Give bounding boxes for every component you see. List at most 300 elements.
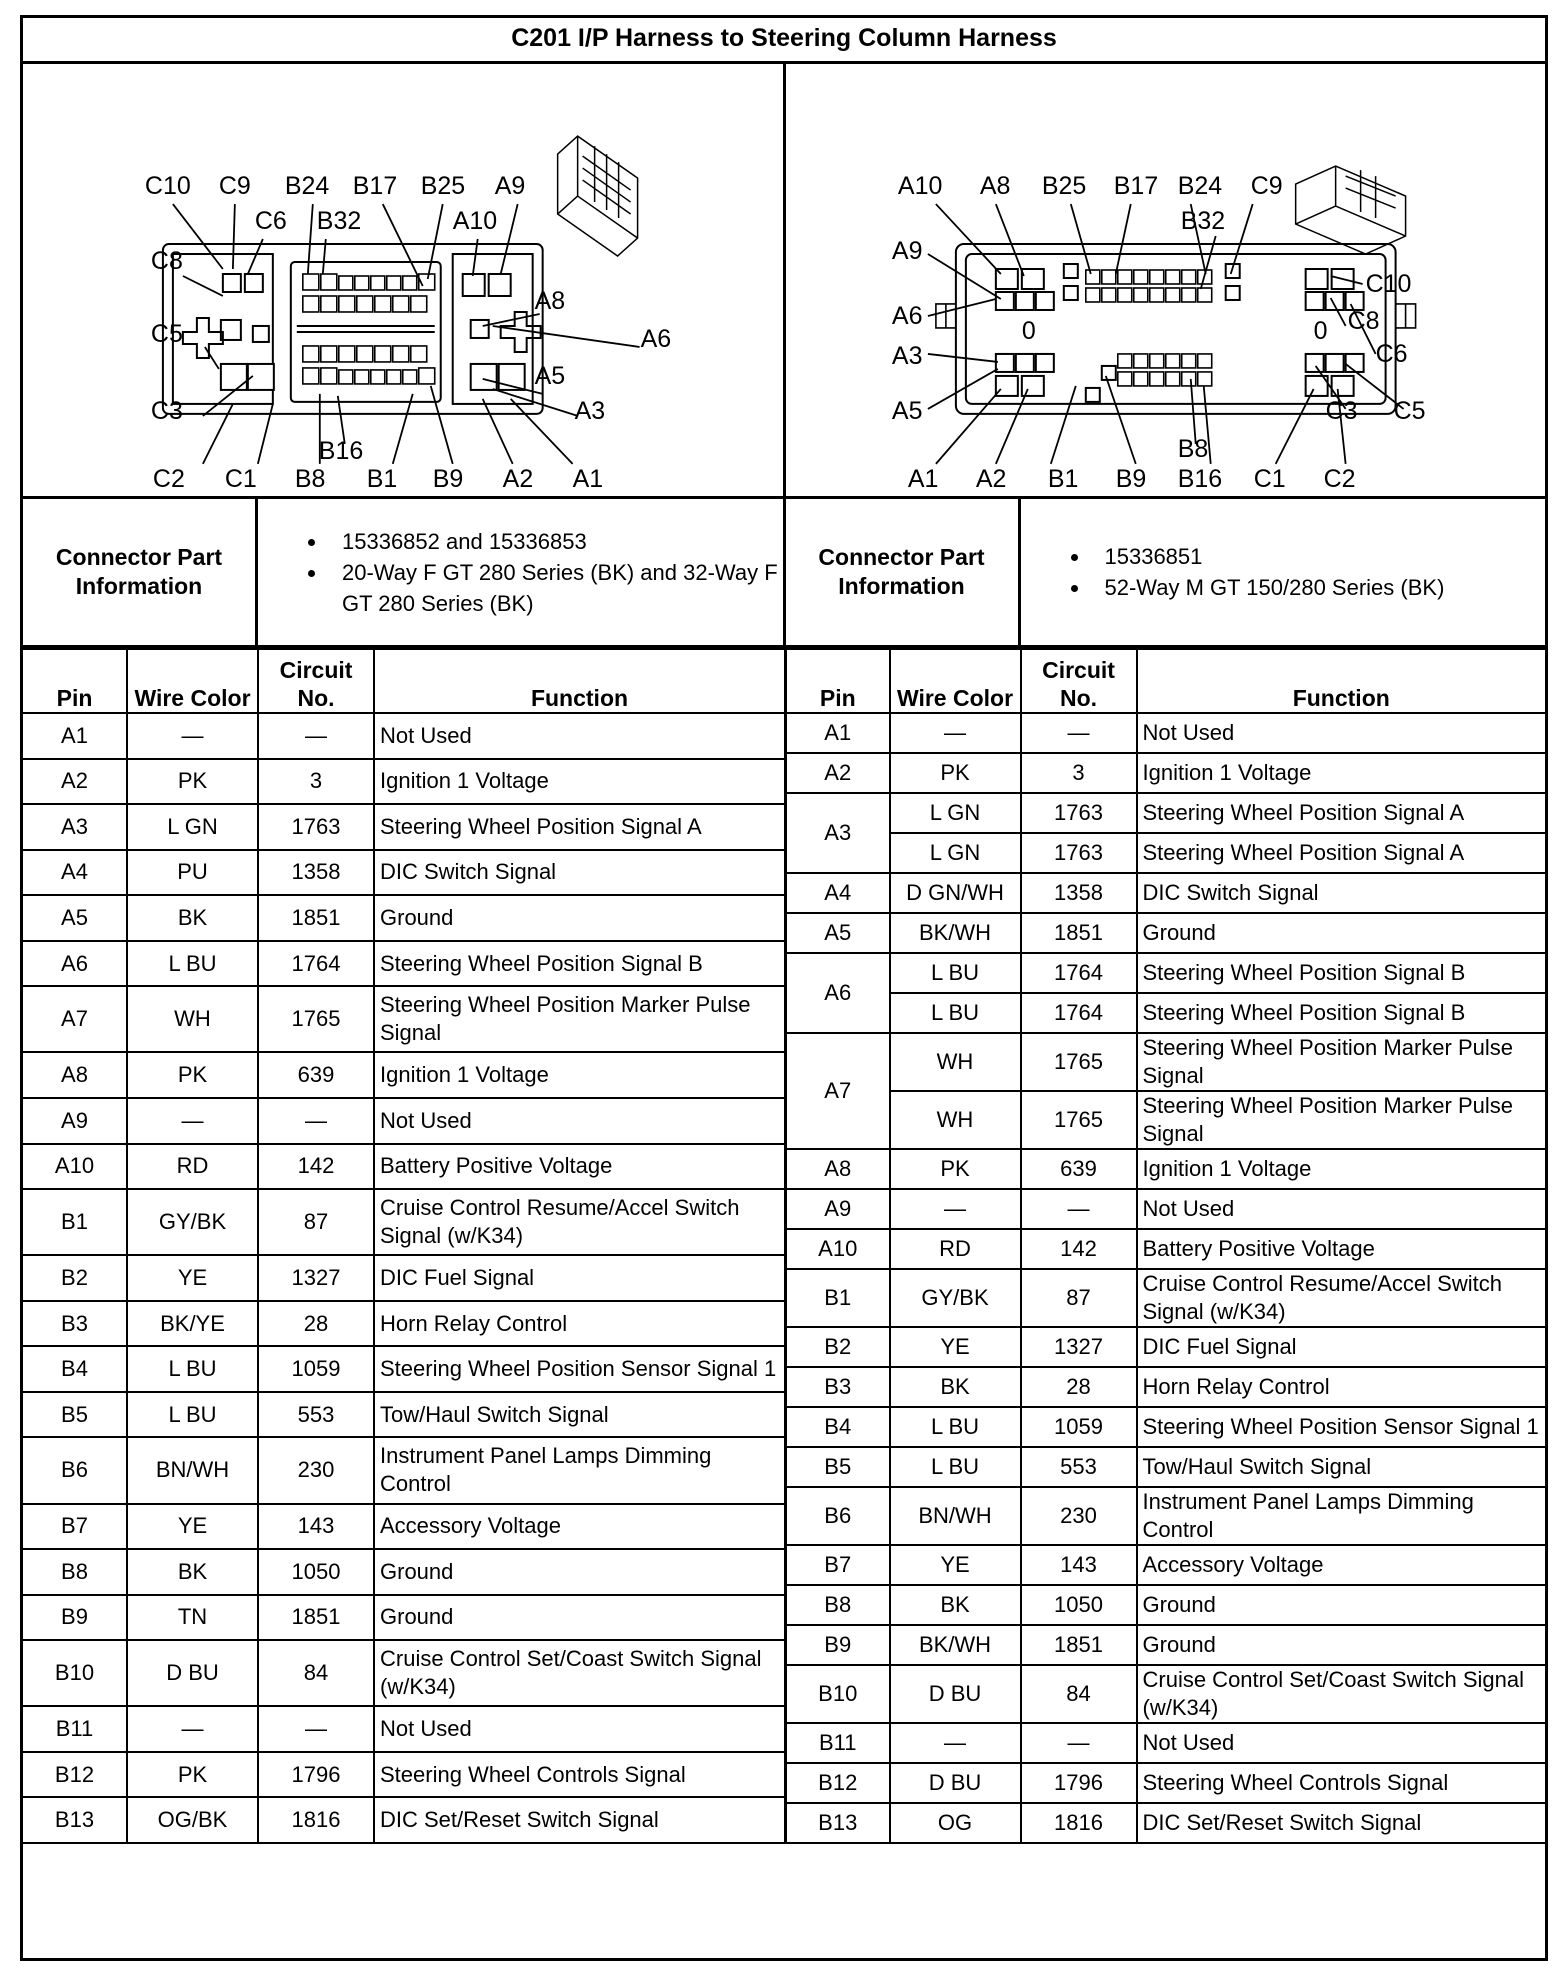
wire-color-cell: BN/WH [127,1437,258,1503]
pin-cell: B13 [23,1797,127,1843]
wire-color-cell: L GN [890,833,1021,873]
wire-color-cell: OG/BK [127,1797,258,1843]
circuit-cell: 1327 [258,1255,374,1301]
function-cell: Steering Wheel Position Signal B [1137,953,1546,993]
circuit-cell: 87 [1021,1269,1137,1327]
pin-cell: B1 [23,1189,127,1255]
wire-color-cell: D BU [890,1665,1021,1723]
table-row [23,1346,784,1392]
function-cell: Steering Wheel Position Signal A [1137,833,1546,873]
header-function: Function [1137,649,1546,713]
table-row [23,1752,784,1798]
pin-cell: A4 [23,850,127,896]
wire-color-cell: L BU [890,953,1021,993]
function-cell: Ground [1137,1585,1546,1625]
function-cell: Accessory Voltage [1137,1545,1546,1585]
wire-color-cell: — [127,713,258,759]
function-cell: DIC Fuel Signal [1137,1327,1546,1367]
pin-label-b16: B16 [1177,464,1222,493]
pin-cell: B1 [786,1269,890,1327]
header-circuit-no: Circuit No. [1021,649,1137,713]
function-cell: Steering Wheel Position Signal B [374,941,784,987]
pin-cell: B2 [786,1327,890,1367]
wire-color-cell: BK/WH [890,1625,1021,1665]
circuit-cell: 1765 [1021,1091,1137,1149]
function-cell: Battery Positive Voltage [374,1144,784,1190]
pin-label-a9: A9 [494,172,526,201]
page-title: C201 I/P Harness to Steering Column Harness [23,18,1545,64]
connector-info-body [1021,499,1546,645]
connector-info-body [258,499,783,645]
pin-label-c3: C3 [1325,396,1358,425]
circuit-cell: 87 [258,1189,374,1255]
pin-label-a10: A10 [452,207,498,236]
pin-label-c8: C8 [150,247,183,276]
circuit-cell: 143 [1021,1545,1137,1585]
circuit-cell: 230 [258,1437,374,1503]
circuit-cell: 1851 [1021,913,1137,953]
circuit-cell: 1764 [258,941,374,987]
pin-cell: A3 [786,793,890,873]
wire-color-cell: D GN/WH [890,873,1021,913]
circuit-cell: 1358 [258,850,374,896]
pin-label-a9: A9 [891,237,922,266]
table-row [786,753,1546,793]
function-cell: Ignition 1 Voltage [374,1052,784,1098]
wire-color-cell: WH [127,986,258,1052]
pin-label-zero-left: 0 [1021,316,1036,345]
pin-cell: B2 [23,1255,127,1301]
table-row [786,953,1546,993]
table-row [23,1392,784,1438]
wire-color-cell: PK [127,759,258,805]
table-row [23,1504,784,1550]
function-cell: Steering Wheel Position Signal B [1137,993,1546,1033]
function-cell: Ground [1137,913,1546,953]
wire-color-cell: L GN [127,804,258,850]
wire-color-cell: L BU [890,993,1021,1033]
circuit-cell: 553 [1021,1447,1137,1487]
circuit-cell: 1763 [1021,833,1137,873]
table-row [23,941,784,987]
wire-color-cell: YE [127,1504,258,1550]
circuit-cell: 28 [258,1301,374,1347]
table-row [786,1033,1546,1091]
pin-cell: B13 [786,1803,890,1843]
pinout-tables [23,648,1545,1844]
wire-color-cell: PK [127,1052,258,1098]
connector-info-label: Connector Part Information [786,499,1021,645]
wire-color-cell: — [127,1098,258,1144]
pin-label-a2: A2 [975,464,1006,493]
pin-label-a3: A3 [574,396,606,425]
pin-cell: A1 [786,713,890,753]
function-cell: DIC Switch Signal [374,850,784,896]
pin-label-a6: A6 [640,324,672,353]
header-pin: Pin [786,649,890,713]
table-row [786,873,1546,913]
function-cell: Steering Wheel Position Sensor Signal 1 [1137,1407,1546,1447]
table-row [786,833,1546,873]
table-row [23,1706,784,1752]
pin-cell: B10 [786,1665,890,1723]
circuit-cell: 84 [1021,1665,1137,1723]
function-cell: DIC Fuel Signal [374,1255,784,1301]
circuit-cell: 1796 [1021,1763,1137,1803]
circuit-cell: — [1021,1723,1137,1763]
table-row [23,1144,784,1190]
pin-label-c9: C9 [218,172,251,201]
pin-cell: B8 [786,1585,890,1625]
circuit-cell: — [1021,713,1137,753]
table-row [23,1595,784,1641]
function-cell: Steering Wheel Position Marker Pulse Signal [374,986,784,1052]
function-cell: Not Used [374,1098,784,1144]
pin-cell: B3 [786,1367,890,1407]
female-pinout-table [23,648,784,1844]
circuit-cell: — [258,1098,374,1144]
pin-label-b9: B9 [432,464,464,493]
table-row [786,1545,1546,1585]
pin-label-a2: A2 [502,464,534,493]
circuit-cell: 1765 [258,986,374,1052]
wire-color-cell: BN/WH [890,1487,1021,1545]
pin-cell: B4 [786,1407,890,1447]
wire-color-cell: PK [890,1149,1021,1189]
table-row [786,1665,1546,1723]
pin-label-a8: A8 [534,286,566,315]
wire-color-cell: L BU [127,1392,258,1438]
pin-cell: A6 [786,953,890,1033]
pin-cell: A8 [786,1149,890,1189]
circuit-cell: 1796 [258,1752,374,1798]
circuit-cell: 3 [258,759,374,805]
circuit-cell: 1764 [1021,993,1137,1033]
table-row [786,1407,1546,1447]
wire-color-cell: — [127,1706,258,1752]
pin-cell: A10 [786,1229,890,1269]
function-cell: Ignition 1 Voltage [374,759,784,805]
pin-cell: A4 [786,873,890,913]
pin-label-b17: B17 [1113,172,1158,201]
wire-color-cell: L BU [890,1447,1021,1487]
pin-cell: B7 [786,1545,890,1585]
part-info-item: • 20-Way F GT 280 Series (BK) and 32-Way F GT 280 Series (BK) [328,557,783,619]
pin-label-c2: C2 [152,464,185,493]
pin-label-b9: B9 [1115,464,1146,493]
wire-color-cell: RD [127,1144,258,1190]
wire-color-cell: L BU [127,1346,258,1392]
function-cell: Accessory Voltage [374,1504,784,1550]
pin-cell: A8 [23,1052,127,1098]
function-cell: Ground [374,1549,784,1595]
pin-cell: B12 [23,1752,127,1798]
circuit-cell: 1059 [1021,1407,1137,1447]
part-info-list [258,526,783,619]
table-row [23,1640,784,1706]
circuit-cell: 1851 [258,1595,374,1641]
male-connector-diagram [783,64,1546,496]
pin-label-a6: A6 [891,301,922,330]
circuit-cell: 1059 [258,1346,374,1392]
table-row [23,1301,784,1347]
table-row [786,1585,1546,1625]
pin-cell: B8 [23,1549,127,1595]
pin-label-b25: B25 [1041,172,1086,201]
function-cell: Tow/Haul Switch Signal [1137,1447,1546,1487]
circuit-cell: 142 [1021,1229,1137,1269]
table-row [23,1098,784,1144]
table-row [786,1447,1546,1487]
pin-cell: B6 [23,1437,127,1503]
wire-color-cell: BK/YE [127,1301,258,1347]
left-connector-info [23,499,783,645]
pin-label-a10: A10 [897,172,942,201]
male-connector-drawing [786,64,1546,496]
circuit-cell: — [1021,1189,1137,1229]
table-row [786,1723,1546,1763]
function-cell: Ground [1137,1625,1546,1665]
pin-cell: B9 [23,1595,127,1641]
pin-cell: A9 [786,1189,890,1229]
table-row [23,986,784,1052]
header-function: Function [374,649,784,713]
header-wire-color: Wire Color [127,649,258,713]
pin-cell: A2 [23,759,127,805]
function-cell: Steering Wheel Position Signal A [374,804,784,850]
pin-label-b32: B32 [1180,207,1225,236]
circuit-cell: 1851 [1021,1625,1137,1665]
circuit-cell: — [258,1706,374,1752]
pin-label-b25: B25 [420,172,466,201]
pin-label-c6: C6 [1375,339,1408,368]
wire-color-cell: GY/BK [127,1189,258,1255]
function-cell: Steering Wheel Position Marker Pulse Signal [1137,1033,1546,1091]
pin-label-b16: B16 [318,436,364,465]
pin-label-c8: C8 [1347,306,1380,335]
table-row [786,1149,1546,1189]
pin-label-c3: C3 [150,396,183,425]
table-row [23,1797,784,1843]
table-row [786,1625,1546,1665]
pin-label-b8: B8 [1177,434,1208,463]
function-cell: DIC Set/Reset Switch Signal [1137,1803,1546,1843]
pin-label-b17: B17 [352,172,398,201]
wire-color-cell: YE [890,1327,1021,1367]
pin-label-c1: C1 [224,464,257,493]
function-cell: Steering Wheel Position Marker Pulse Signal [1137,1091,1546,1149]
function-cell: Cruise Control Set/Coast Switch Signal (w/K34) [1137,1665,1546,1723]
function-cell: Cruise Control Resume/Accel Switch Signal (w/K34) [374,1189,784,1255]
wire-color-cell: YE [127,1255,258,1301]
function-cell: Ignition 1 Voltage [1137,753,1546,793]
wire-color-cell: — [890,713,1021,753]
wire-color-cell: — [890,1189,1021,1229]
wire-color-cell: BK [127,1549,258,1595]
pin-label-b32: B32 [316,207,362,236]
pin-label-a1: A1 [572,464,604,493]
circuit-cell: 1763 [258,804,374,850]
table-row [23,759,784,805]
function-cell: Tow/Haul Switch Signal [374,1392,784,1438]
table-row [786,713,1546,753]
circuit-cell: 142 [258,1144,374,1190]
pin-cell: B11 [786,1723,890,1763]
pin-cell: B12 [786,1763,890,1803]
table-row [23,1549,784,1595]
table-row [23,1437,784,1503]
pin-cell: A1 [23,713,127,759]
table-row [23,713,784,759]
pin-cell: B5 [786,1447,890,1487]
circuit-cell: 1764 [1021,953,1137,993]
circuit-cell: 1765 [1021,1033,1137,1091]
function-cell: Cruise Control Resume/Accel Switch Signal (w/K34) [1137,1269,1546,1327]
circuit-cell: 230 [1021,1487,1137,1545]
header-wire-color: Wire Color [890,649,1021,713]
wire-color-cell: GY/BK [890,1269,1021,1327]
circuit-cell: 1851 [258,895,374,941]
wire-color-cell: L BU [890,1407,1021,1447]
function-cell: Horn Relay Control [1137,1367,1546,1407]
table-row [23,1189,784,1255]
pin-label-c1: C1 [1253,464,1286,493]
table-row [786,1229,1546,1269]
pin-label-zero-right: 0 [1313,316,1328,345]
part-info-item: • 52-Way M GT 150/280 Series (BK) [1091,572,1445,603]
function-cell: Ground [374,1595,784,1641]
function-cell: Not Used [1137,1189,1546,1229]
wire-color-cell: PK [127,1752,258,1798]
function-cell: DIC Set/Reset Switch Signal [374,1797,784,1843]
male-pinout-table [784,648,1545,1844]
table-row [786,913,1546,953]
table-row [786,793,1546,833]
wire-color-cell: OG [890,1803,1021,1843]
pin-cell: B5 [23,1392,127,1438]
circuit-cell: 1050 [258,1549,374,1595]
pin-label-a5: A5 [534,361,566,390]
function-cell: Steering Wheel Position Signal A [1137,793,1546,833]
wire-color-cell: RD [890,1229,1021,1269]
table-row [786,1269,1546,1327]
connector-info-label: Connector Part Information [23,499,258,645]
wire-color-cell: BK [890,1367,1021,1407]
table-row [23,1255,784,1301]
connector-diagrams [23,64,1545,499]
pin-cell: A3 [23,804,127,850]
pin-label-c10: C10 [1365,269,1411,298]
pin-cell: B6 [786,1487,890,1545]
pin-label-c9: C9 [1250,172,1283,201]
wire-color-cell: WH [890,1033,1021,1091]
wire-color-cell: YE [890,1545,1021,1585]
function-cell: Ground [374,895,784,941]
pin-cell: A9 [23,1098,127,1144]
wire-color-cell: TN [127,1595,258,1641]
pin-label-a5: A5 [891,396,922,425]
function-cell: Horn Relay Control [374,1301,784,1347]
circuit-cell: 28 [1021,1367,1137,1407]
circuit-cell: 84 [258,1640,374,1706]
part-info-list [1021,541,1445,603]
circuit-cell: 1816 [258,1797,374,1843]
pin-label-b24: B24 [1177,172,1222,201]
connector-part-info [23,499,1545,648]
circuit-cell: 639 [1021,1149,1137,1189]
function-cell: Steering Wheel Controls Signal [1137,1763,1546,1803]
function-cell: Ignition 1 Voltage [1137,1149,1546,1189]
pin-label-b1: B1 [1047,464,1078,493]
circuit-cell: 1816 [1021,1803,1137,1843]
circuit-cell: 1327 [1021,1327,1137,1367]
right-connector-info [783,499,1546,645]
table-row [23,895,784,941]
table-row [786,1189,1546,1229]
wire-color-cell: L BU [127,941,258,987]
function-cell: Not Used [374,713,784,759]
wire-color-cell: D BU [890,1763,1021,1803]
table-row [786,1367,1546,1407]
function-cell: DIC Switch Signal [1137,873,1546,913]
function-cell: Not Used [1137,1723,1546,1763]
pin-label-c5: C5 [1393,396,1426,425]
function-cell: Not Used [1137,713,1546,753]
function-cell: Steering Wheel Controls Signal [374,1752,784,1798]
circuit-cell: 1358 [1021,873,1137,913]
table-row [786,1327,1546,1367]
circuit-cell: 553 [258,1392,374,1438]
wire-color-cell: BK [890,1585,1021,1625]
pin-label-b8: B8 [294,464,326,493]
pin-cell: B9 [786,1625,890,1665]
pin-label-c10: C10 [144,172,191,201]
table-row [23,804,784,850]
pin-label-b24: B24 [284,172,330,201]
wire-color-cell: — [890,1723,1021,1763]
table-row [786,1803,1546,1843]
pin-label-c6: C6 [254,207,287,236]
table-row [786,1091,1546,1149]
pin-cell: B11 [23,1706,127,1752]
table-row [786,1763,1546,1803]
wire-color-cell: PK [890,753,1021,793]
pin-cell: B7 [23,1504,127,1550]
part-info-item: • 15336852 and 15336853 [328,526,783,557]
pin-cell: B3 [23,1301,127,1347]
wire-color-cell: L GN [890,793,1021,833]
circuit-cell: 143 [258,1504,374,1550]
pin-cell: A5 [23,895,127,941]
pin-label-b1: B1 [366,464,398,493]
circuit-cell: 3 [1021,753,1137,793]
pin-label-c2: C2 [1323,464,1356,493]
pin-label-a1: A1 [907,464,938,493]
pin-cell: B10 [23,1640,127,1706]
part-info-item: • 15336851 [1091,541,1445,572]
header-pin: Pin [23,649,127,713]
function-cell: Instrument Panel Lamps Dimming Control [374,1437,784,1503]
pin-cell: A10 [23,1144,127,1190]
female-connector-drawing [23,64,783,496]
pin-cell: A2 [786,753,890,793]
pin-cell: A7 [786,1033,890,1149]
circuit-cell: 639 [258,1052,374,1098]
pin-label-a3: A3 [891,341,922,370]
function-cell: Instrument Panel Lamps Dimming Control [1137,1487,1546,1545]
connector-sheet [20,15,1548,1961]
header-circuit-no: Circuit No. [258,649,374,713]
